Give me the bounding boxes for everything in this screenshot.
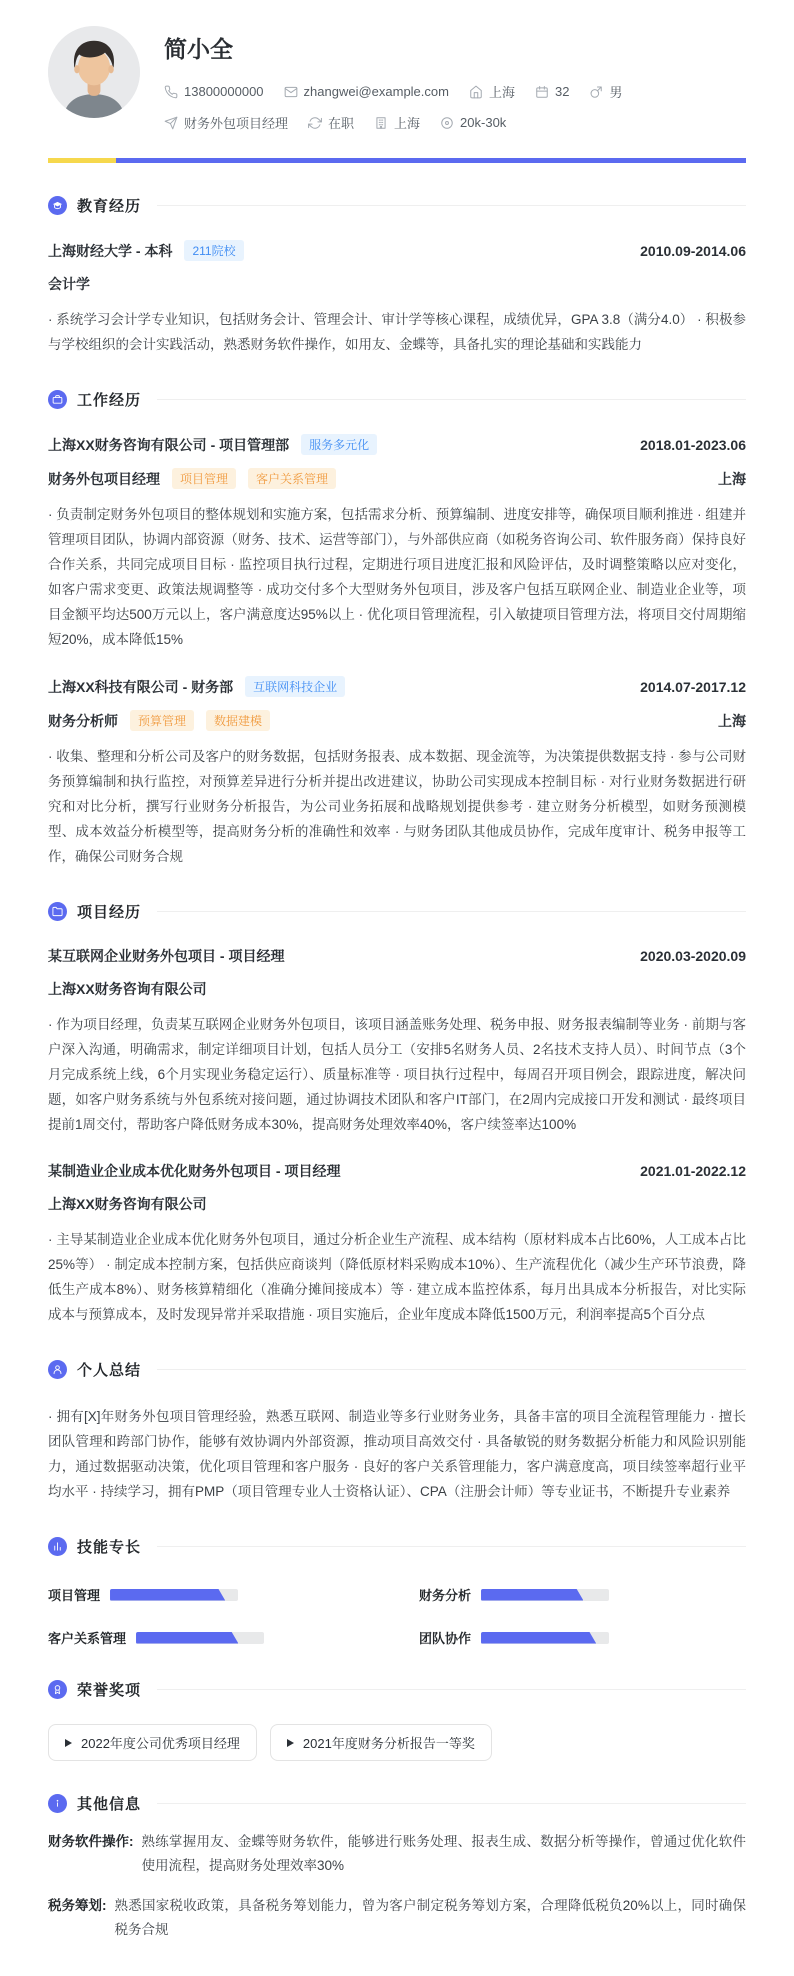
resume-header xyxy=(48,26,746,132)
other-item-text: 熟练掌握用友、金蝶等财务软件，能够进行账务处理、报表生成、数据分析等操作，曾通过优化软件使用流程，提高财务处理效率30% xyxy=(141,1834,746,1873)
project-company-row xyxy=(48,979,746,999)
header-divider xyxy=(48,158,746,163)
graduation-cap-icon xyxy=(48,196,67,215)
honor-chip xyxy=(48,1724,257,1761)
work-section-header xyxy=(48,389,746,410)
skill-item xyxy=(419,1628,746,1647)
projects-section-header xyxy=(48,901,746,922)
other-section-title: 其他信息 xyxy=(77,1796,142,1813)
projects-section-title: 项目经历 xyxy=(77,904,142,921)
work-position-row xyxy=(48,468,746,489)
school-badge: 211院校 xyxy=(184,240,243,261)
salary-item xyxy=(440,115,506,130)
target-position-item xyxy=(164,113,288,132)
education-date: 2010.09-2014.06 xyxy=(640,242,746,259)
project-date: 2020.03-2020.09 xyxy=(640,948,746,964)
section-rule xyxy=(157,1369,746,1370)
other-item-text: 熟悉国家税收政策，具备税务筹划能力，曾为客户制定税务筹划方案，合理降低税负20%以上，同时确保税务合规 xyxy=(114,1898,746,1937)
section-work xyxy=(48,389,746,869)
honors-section-title: 荣誉奖项 xyxy=(77,1682,142,1699)
honors-section-header xyxy=(48,1679,746,1700)
job-status-item xyxy=(308,113,354,132)
other-section-header xyxy=(48,1793,746,1814)
skill-label: 团队协作 xyxy=(419,1631,472,1646)
contact-row-1 xyxy=(164,82,622,101)
education-entry-header xyxy=(48,240,746,261)
company-name: 上海XX财务咨询有限公司 - 项目管理部 xyxy=(48,436,290,453)
work-date: 2018.01-2023.06 xyxy=(640,436,746,453)
position-tag: 客户关系管理 xyxy=(248,468,336,489)
building-icon xyxy=(374,116,388,130)
paper-plane-icon xyxy=(164,116,178,130)
age-item xyxy=(535,84,569,99)
header-info xyxy=(164,26,622,132)
location-value: 上海 xyxy=(488,85,515,100)
company-badge: 互联网科技企业 xyxy=(245,676,345,697)
summary-section-header xyxy=(48,1359,746,1380)
section-rule xyxy=(157,205,746,206)
honor-label: 2021年度财务分析报告一等奖 xyxy=(302,1736,475,1751)
work-location: 上海 xyxy=(718,712,746,729)
mail-icon xyxy=(284,85,298,99)
section-honors xyxy=(48,1679,746,1761)
education-entry-left xyxy=(48,240,244,261)
phone-item xyxy=(164,84,264,99)
work-entry-header xyxy=(48,434,746,455)
work-position-left xyxy=(48,710,270,731)
section-education xyxy=(48,195,746,357)
location-item xyxy=(469,82,515,101)
avatar-portrait-illustration xyxy=(48,26,140,118)
work-position-left xyxy=(48,468,336,489)
phone-icon xyxy=(164,85,178,99)
other-item-label: 税务筹划: xyxy=(48,1898,107,1913)
skill-label: 客户关系管理 xyxy=(48,1631,127,1646)
honor-label: 2022年度公司优秀项目经理 xyxy=(81,1736,240,1751)
briefcase-icon xyxy=(48,390,67,409)
skill-bar-fill xyxy=(136,1632,238,1644)
gender-icon xyxy=(589,85,603,99)
project-entry xyxy=(48,946,746,1137)
work-entry-header xyxy=(48,676,746,697)
work-entry xyxy=(48,434,746,652)
skill-bar-fill xyxy=(481,1632,596,1644)
company-badge: 服务多元化 xyxy=(301,434,377,455)
education-entry xyxy=(48,240,746,357)
id-card-icon xyxy=(535,85,549,99)
skill-bar-track xyxy=(136,1632,264,1644)
age-value: 32 xyxy=(554,84,570,99)
candidate-name: 简小全 xyxy=(164,36,233,62)
skill-bar-fill xyxy=(481,1589,583,1601)
work-date: 2014.07-2017.12 xyxy=(640,678,746,695)
skill-bar-track xyxy=(481,1632,609,1644)
other-item xyxy=(48,1894,746,1942)
project-name: 某互联网企业财务外包项目 - 项目经理 xyxy=(48,948,285,964)
skills-grid xyxy=(48,1585,746,1647)
work-description: · 负责制定财务外包项目的整体规划和实施方案，包括需求分析、预算编制、进度安排等，确保项目顺利推进 · 组建并管理项目团队，协调内部资源（财务、技术、运营等部门），与外部供应商（如税务咨询公司、软件服务商）保持良好合作关系，共同完成项目目标 · 监控项目执行过程，定期进行项目进度汇报和风险评估，及时调整策略以应对变化，如客户需求变更、政策法规调整等 · 成功交付多个大型财务外包项目，涉及客户包括互联网企业、制造业企业等，项目金额平均达500万元以上，客户满意度达95%以上 · 优化项目管理流程，引入敏捷项目管理方法，将项目交付周期缩短20%，成本降低15% xyxy=(48,507,746,647)
status-icon xyxy=(308,116,322,130)
project-name: 某制造业企业成本优化财务外包项目 - 项目经理 xyxy=(48,1163,341,1179)
project-entry-header xyxy=(48,946,746,966)
position-name: 财务外包项目经理 xyxy=(48,470,160,487)
section-summary xyxy=(48,1359,746,1504)
bar-chart-icon xyxy=(48,1537,67,1556)
user-icon xyxy=(48,1360,67,1379)
project-entry-header xyxy=(48,1161,746,1181)
work-entry xyxy=(48,676,746,869)
skill-item xyxy=(419,1585,746,1604)
school-name: 上海财经大学 - 本科 xyxy=(48,242,173,259)
project-description: · 作为项目经理，负责某互联网企业财务外包项目，该项目涵盖账务处理、税务申报、财务报表编制等业务 · 前期与客户深入沟通，明确需求，制定详细项目计划，包括人员分工（安排5名财务人员、2名技术支持人员）、时间节点（3个月完成系统上线，6个月实现业务稳定运行）、质量标准等 · 项目执行过程中，每周召开项目例会，跟踪进度，解决问题，如客户财务系统与外包系统对接问题，通过协调技术团队和客户IT部门，在2周内完成接口开发和测试 · 最终项目提前1周交付，帮助客户降低财务成本30%，提高财务处理效率40%，客户续签率达100% xyxy=(48,1017,746,1132)
skills-section-title: 技能专长 xyxy=(77,1539,142,1556)
summary-description: · 拥有[X]年财务外包项目管理经验，熟悉互联网、制造业等多行业财务业务，具备丰富的项目全流程管理能力 · 擅长团队管理和跨部门协作，能够有效协调内外部资源，推动项目高效交付 · 具备敏锐的财务数据分析能力和风险识别能力，通过数据驱动决策，优化项目管理和客户服务 · 良好的客户关系管理能力，客户满意度高，项目续签率超行业平均水平 · 持续学习，拥有PMP（项目管理专业人士资格认证）、CPA（注册会计师）等专业证书，不断提升专业素养 xyxy=(48,1409,746,1499)
email-value: zhangwei@example.com xyxy=(303,84,449,99)
section-rule xyxy=(157,1689,746,1690)
section-other xyxy=(48,1793,746,1942)
salary-value: 20k-30k xyxy=(460,115,507,130)
section-skills xyxy=(48,1536,746,1647)
other-item-label: 财务软件操作: xyxy=(48,1834,134,1849)
project-company: 上海XX财务咨询有限公司 xyxy=(48,981,207,997)
skill-bar-track xyxy=(110,1589,238,1601)
award-icon xyxy=(48,1680,67,1699)
honor-chip xyxy=(270,1724,492,1761)
section-projects xyxy=(48,901,746,1327)
job-status-value: 在职 xyxy=(328,116,355,131)
email-item xyxy=(284,84,449,99)
skills-section-header xyxy=(48,1536,746,1557)
project-description: · 主导某制造业企业成本优化财务外包项目，通过分析企业生产流程、成本结构（原材料成本占比60%，人工成本占比25%等） · 制定成本控制方案，包括供应商谈判（降低原材料采购成本10%）、生产流程优化（减少生产环节浪费，降低生产成本8%）、财务核算精细化（准确分摊间接成本）等 · 建立成本监控体系，每月出具成本分析报告，对比实际成本与预算成本，及时发现异常并采取措施 · 项目实施后，企业年度成本降低1500万元，利润率提高5个百分点 xyxy=(48,1232,746,1322)
work-location: 上海 xyxy=(718,470,746,487)
skill-item xyxy=(48,1585,375,1604)
skill-bar-track xyxy=(481,1589,609,1601)
city-value: 上海 xyxy=(394,116,421,131)
section-rule xyxy=(157,1803,746,1804)
city-item xyxy=(374,113,420,132)
work-entry-left xyxy=(48,676,345,697)
play-triangle-icon xyxy=(287,1739,294,1747)
project-company-row xyxy=(48,1194,746,1214)
work-entry-left xyxy=(48,434,377,455)
section-rule xyxy=(157,1546,746,1547)
salary-icon xyxy=(440,116,454,130)
contact-row-2 xyxy=(164,113,622,132)
project-company: 上海XX财务咨询有限公司 xyxy=(48,1196,207,1212)
folder-icon xyxy=(48,902,67,921)
education-description: · 系统学习会计学专业知识，包括财务会计、管理会计、审计学等核心课程，成绩优异，GPA 3.8（满分4.0） · 积极参与学校组织的会计实践活动，熟悉财务软件操作，如用友、金蝶等，具备扎实的理论基础和实践能力 xyxy=(48,312,746,352)
work-section-title: 工作经历 xyxy=(77,392,142,409)
gender-item xyxy=(589,82,622,101)
work-description: · 收集、整理和分析公司及客户的财务数据，包括财务报表、成本数据、现金流等，为决策提供数据支持 · 参与公司财务预算编制和执行监控，对预算差异进行分析并提出改进建议，协助公司实现成本控制目标 · 对行业财务数据进行研究和对比分析，撰写行业财务分析报告，为公司业务拓展和战略规划提供参考 · 建立财务分析模型，如财务预测模型、成本效益分析模型等，提高财务分析的准确性和效率 · 与财务团队其他成员协作，完成年度审计、税务申报等工作，确保公司财务合规 xyxy=(48,749,746,864)
summary-section-title: 个人总结 xyxy=(77,1362,142,1379)
other-item xyxy=(48,1830,746,1878)
divider-blue-segment xyxy=(116,158,746,163)
work-position-row xyxy=(48,710,746,731)
avatar xyxy=(48,26,140,118)
education-major-row xyxy=(48,274,746,294)
divider-yellow-segment xyxy=(48,158,116,163)
target-position-value: 财务外包项目经理 xyxy=(184,116,289,131)
project-entry xyxy=(48,1161,746,1327)
info-icon xyxy=(48,1794,67,1813)
section-rule xyxy=(157,399,746,400)
phone-value: 13800000000 xyxy=(184,84,264,99)
project-date: 2021.01-2022.12 xyxy=(640,1163,746,1179)
skill-label: 项目管理 xyxy=(48,1588,101,1603)
home-icon xyxy=(469,85,483,99)
education-section-header xyxy=(48,195,746,216)
position-tag: 项目管理 xyxy=(172,468,236,489)
play-triangle-icon xyxy=(65,1739,72,1747)
position-tag: 数据建模 xyxy=(206,710,270,731)
skill-label: 财务分析 xyxy=(419,1588,472,1603)
gender-value: 男 xyxy=(609,85,623,100)
position-tag: 预算管理 xyxy=(130,710,194,731)
major-name: 会计学 xyxy=(48,276,90,292)
honor-chips xyxy=(48,1724,746,1761)
position-name: 财务分析师 xyxy=(48,712,118,729)
education-section-title: 教育经历 xyxy=(77,198,142,215)
company-name: 上海XX科技有限公司 - 财务部 xyxy=(48,678,234,695)
skill-item xyxy=(48,1628,375,1647)
skill-bar-fill xyxy=(110,1589,225,1601)
section-rule xyxy=(157,911,746,912)
